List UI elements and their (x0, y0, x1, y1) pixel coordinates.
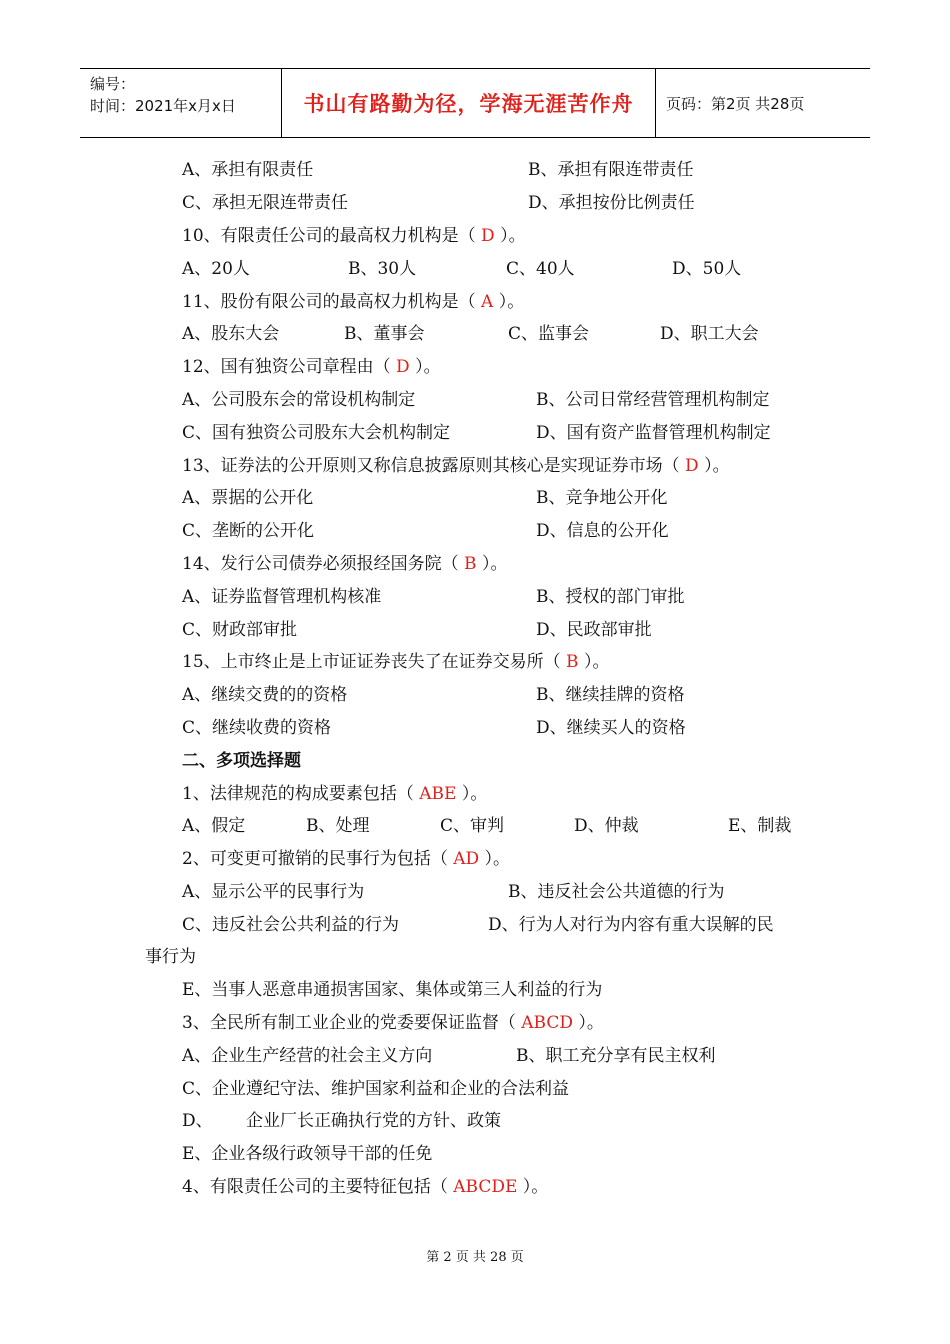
question-suffix: ）。 (479, 849, 511, 869)
text-line: B、继续挂牌的资格 (536, 685, 685, 705)
text-line: B、处理 (306, 816, 370, 836)
text-line: B、承担有限连带责任 (528, 160, 694, 180)
text-line: C、继续收费的资格 (182, 718, 332, 738)
question-text: 10、有限责任公司的最高权力机构是（ (182, 226, 482, 246)
text-line: D、行为人对行为内容有重大误解的民 (488, 915, 774, 935)
text-line: D、50人 (672, 259, 742, 279)
question-suffix: ）。 (456, 784, 488, 804)
text-line (182, 224, 526, 248)
question-text: 15、上市终止是上市证证券丧失了在证券交易所（ (182, 652, 567, 672)
question-text: 14、发行公司债券必须报经国务院（ (182, 554, 465, 574)
section-heading: 二、多项选择题 (182, 751, 301, 771)
page-footer: 第 2 页 共 28 页 (426, 1250, 524, 1265)
text-line: C、监事会 (508, 324, 590, 344)
text-line (182, 290, 524, 314)
text-line: C、垄断的公开化 (182, 521, 315, 541)
text-line: D、国有资产监督管理机构制定 (536, 423, 771, 443)
text-line: A、公司股东会的常设机构制定 (182, 390, 416, 410)
question-suffix: ）。 (517, 1177, 549, 1197)
text-line: E、企业各级行政领导干部的任免 (182, 1144, 433, 1164)
text-line: C、审判 (440, 816, 505, 836)
text-line (182, 847, 510, 871)
answer-key: AD (453, 849, 480, 869)
header-meta (80, 69, 282, 137)
question-text: 1、法律规范的构成要素包括（ (182, 784, 420, 804)
text-line: B、竞争地公开化 (536, 488, 668, 508)
text-line: B、董事会 (344, 324, 425, 344)
text-line: B、职工充分享有民主权利 (516, 1046, 716, 1066)
text-line: A、假定 (182, 816, 246, 836)
question-text: 12、国有独资公司章程由（ (182, 357, 397, 377)
question-text: 3、全民所有制工业企业的党委要保证监督（ (182, 1013, 522, 1033)
text-line: A、继续交费的的资格 (182, 685, 348, 705)
question-suffix: ）。 (409, 357, 441, 377)
text-line: A、承担有限责任 (182, 160, 314, 180)
text-line: D、信息的公开化 (536, 521, 669, 541)
text-line (182, 1011, 604, 1035)
text-line: A、证券监督管理机构核准 (182, 587, 382, 607)
answer-key: D (481, 226, 495, 246)
answer-key: ABCD (521, 1013, 573, 1033)
text-line: C、40人 (506, 259, 575, 279)
text-line: C、财政部审批 (182, 620, 298, 640)
question-suffix: ）。 (494, 226, 526, 246)
question-suffix: ）。 (698, 456, 730, 476)
question-text: 11、股份有限公司的最高权力机构是（ (182, 292, 482, 312)
question-suffix: ）。 (476, 554, 508, 574)
text-line: A、股东大会 (182, 324, 280, 344)
answer-key: D (396, 357, 410, 377)
text-line: C、国有独资公司股东大会机构制定 (182, 423, 451, 443)
header-page-info-cell (656, 69, 870, 137)
text-line: C、违反社会公共利益的行为 (182, 915, 400, 935)
page-header (80, 68, 870, 138)
answer-key: B (464, 554, 477, 574)
question-text: 13、证券法的公开原则又称信息披露原则其核心是实现证券市场（ (182, 456, 686, 476)
text-line: D、职工大会 (660, 324, 759, 344)
text-line: 事行为 (145, 947, 196, 967)
text-line: B、违反社会公共道德的行为 (508, 882, 725, 902)
text-line: B、授权的部门审批 (536, 587, 685, 607)
answer-key: ABE (419, 784, 457, 804)
text-line: E、当事人恶意串通损害国家、集体或第三人利益的行为 (182, 980, 603, 1000)
text-line (182, 454, 730, 478)
text-line: D、承担按份比例责任 (528, 193, 695, 213)
text-line: A、票据的公开化 (182, 488, 314, 508)
header-number: 编号： (90, 75, 136, 93)
answer-key: B (566, 652, 579, 672)
text-line: B、公司日常经营管理机构制定 (536, 390, 770, 410)
text-line: D、继续买人的资格 (536, 718, 686, 738)
header-motto: 书山有路勤为径，学海无涯苦作舟 (303, 92, 634, 116)
text-line: E、制裁 (728, 816, 792, 836)
text-line: A、20人 (182, 259, 250, 279)
question-suffix: ）。 (493, 292, 525, 312)
header-motto-cell (282, 69, 656, 137)
answer-key: ABCDE (453, 1177, 518, 1197)
text-line: D、仲裁 (574, 816, 639, 836)
answer-key: D (685, 456, 699, 476)
answer-key: A (481, 292, 494, 312)
text-line (182, 552, 507, 576)
header-time: 时间：2021年x月x日 (90, 97, 236, 115)
question-text: 4、有限责任公司的主要特征包括（ (182, 1177, 454, 1197)
text-line: A、企业生产经营的社会主义方向 (182, 1046, 433, 1066)
text-line (182, 355, 441, 379)
text-line: 企业厂长正确执行党的方针、政策 (246, 1111, 501, 1131)
question-suffix: ）。 (578, 652, 610, 672)
text-line: C、企业遵纪守法、维护国家利益和企业的合法利益 (182, 1079, 570, 1099)
text-line: D、民政部审批 (536, 620, 652, 640)
text-line (182, 1175, 548, 1199)
text-line: B、30人 (348, 259, 417, 279)
text-line: A、显示公平的民事行为 (182, 882, 365, 902)
text-line (182, 650, 609, 674)
question-text: 2、可变更可撤销的民事行为包括（ (182, 849, 454, 869)
text-line: C、承担无限连带责任 (182, 193, 349, 213)
text-line: D、 (182, 1111, 213, 1131)
question-suffix: ）。 (572, 1013, 604, 1033)
text-line (182, 782, 487, 806)
header-page-info: 页码：第2页 共28页 (666, 94, 805, 113)
